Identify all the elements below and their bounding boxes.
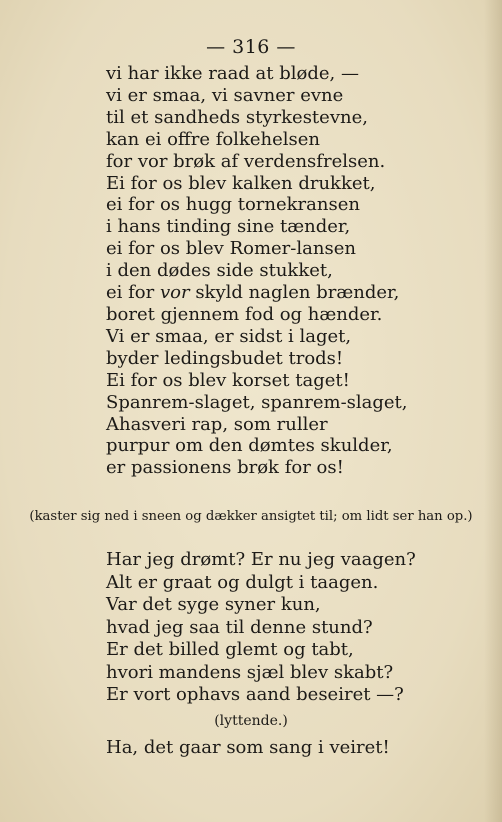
verse-line: Spanrem-slaget, spanrem-slaget, — [106, 391, 408, 413]
verse-line: i hans tinding sine tænder, — [106, 216, 351, 238]
verse-text: skyld naglen brænder, — [189, 282, 400, 304]
verse-line: er passionens brøk for os! — [106, 457, 344, 479]
verse-line: vi er smaa, vi savner evne — [106, 84, 344, 106]
verse-line: til et sandheds styrkestevne, — [106, 106, 368, 128]
page-number: — 316 — — [206, 36, 296, 58]
verse-line: hvori mandens sjæl blev skabt? — [106, 661, 394, 683]
stage-direction: (kaster sig ned i sneen og dækker ansigtet til; om lidt ser han op.) — [29, 509, 473, 524]
verse-line: purpur om den dømtes skulder, — [106, 435, 393, 457]
verse-line: Alt er graat og dulgt i taagen. — [106, 571, 379, 593]
verse-line: Ei for os blev korset taget! — [106, 369, 350, 391]
final-verse-line: Ha, det gaar som sang i veiret! — [106, 737, 390, 758]
page-edge-shadow — [484, 0, 502, 822]
verse-line: hvad jeg saa til denne stund? — [106, 616, 373, 638]
verse-line: ei for os hugg tornekransen — [106, 194, 360, 216]
verse-stanza-1 — [106, 63, 486, 479]
verse-line: i den dødes side stukket, — [106, 260, 333, 282]
verse-line: Ahasveri rap, som ruller — [106, 413, 328, 435]
verse-stanza-2 — [106, 549, 486, 707]
verse-text: ei for — [106, 282, 160, 304]
verse-line: boret gjennem fod og hænder. — [106, 303, 383, 325]
verse-line: byder ledingsbudet trods! — [106, 347, 344, 369]
verse-line: kan ei offre folkehelsen — [106, 128, 320, 150]
verse-line: Er vort ophavs aand beseiret —? — [106, 684, 404, 705]
verse-line: for vor brøk af verdensfrelsen. — [106, 150, 386, 172]
verse-line: Har jeg drømt? Er nu jeg vaagen? — [106, 549, 416, 570]
stage-direction-listening: (lyttende.) — [214, 713, 288, 729]
verse-line: Er det billed glemt og tabt, — [106, 639, 354, 660]
verse-line-emphasis — [106, 282, 486, 304]
verse-line: vi har ikke raad at bløde, — — [106, 63, 359, 84]
verse-line: Vi er smaa, er sidst i laget, — [106, 325, 352, 347]
verse-line: Ei for os blev kalken drukket, — [106, 172, 376, 194]
emphasized-word: vor — [159, 282, 190, 304]
verse-line: ei for os blev Romer-lansen — [106, 238, 356, 260]
verse-line: Var det syge syner kun, — [106, 594, 321, 615]
